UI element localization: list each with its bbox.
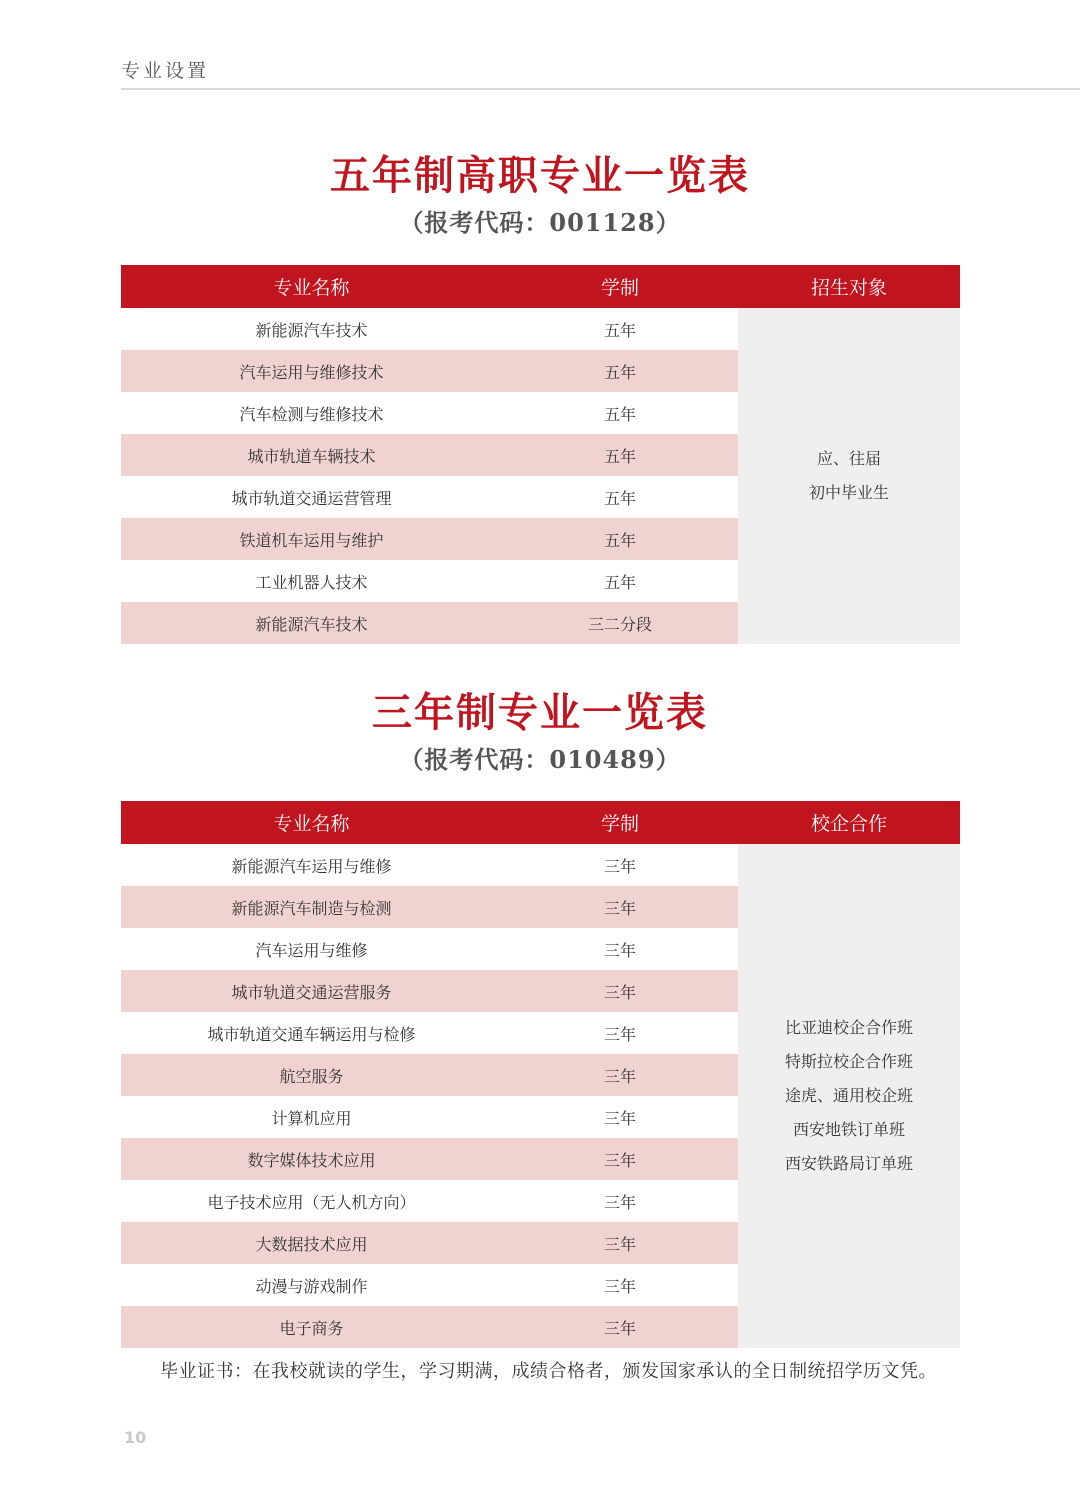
section-label: 专业设置 [121, 60, 210, 82]
duration: 三年 [502, 928, 738, 970]
major-name: 新能源汽车制造与检测 [121, 886, 502, 928]
duration: 三年 [502, 1264, 738, 1306]
duration: 五年 [502, 476, 738, 518]
major-name: 城市轨道交通车辆运用与检修 [121, 1012, 502, 1054]
cooperation-line: 途虎、通用校企班 [784, 1086, 913, 1105]
duration: 五年 [502, 434, 738, 476]
table-header-row [121, 801, 960, 844]
major-name: 新能源汽车技术 [121, 602, 502, 644]
duration: 三年 [502, 1054, 738, 1096]
major-name: 铁道机车运用与维护 [121, 518, 502, 560]
target-line: 初中毕业生 [808, 483, 889, 502]
cooperation-line: 比亚迪校企合作班 [784, 1018, 913, 1037]
table-row [121, 308, 960, 350]
duration: 三年 [502, 1180, 738, 1222]
target-cell [738, 308, 960, 644]
three-year-table [121, 801, 960, 1348]
duration: 五年 [502, 350, 738, 392]
table-header-row [121, 265, 960, 308]
major-name: 大数据技术应用 [121, 1222, 502, 1264]
five-year-code: （报考代码：001128） [399, 208, 681, 237]
duration: 三年 [502, 1012, 738, 1054]
duration: 五年 [502, 560, 738, 602]
column-header-major: 专业名称 [121, 265, 502, 308]
duration: 五年 [502, 308, 738, 350]
target-line: 应、往届 [816, 449, 881, 468]
major-name: 城市轨道交通运营服务 [121, 970, 502, 1012]
column-header-target: 招生对象 [738, 265, 960, 308]
major-name: 动漫与游戏制作 [121, 1264, 502, 1306]
major-name: 航空服务 [121, 1054, 502, 1096]
diploma-footnote: 毕业证书：在我校就读的学生，学习期满，成绩合格者，颁发国家承认的全日制统招学历文凭。 [160, 1361, 937, 1382]
major-name: 新能源汽车技术 [121, 308, 502, 350]
duration: 三年 [502, 1222, 738, 1264]
cooperation-line: 西安铁路局订单班 [784, 1154, 913, 1173]
column-header-duration: 学制 [502, 801, 738, 844]
major-name: 计算机应用 [121, 1096, 502, 1138]
five-year-title: 五年制高职专业一览表 [330, 152, 750, 199]
column-header-cooperation: 校企合作 [738, 801, 960, 844]
cooperation-cell [738, 844, 960, 1348]
major-name: 汽车检测与维修技术 [121, 392, 502, 434]
duration: 三年 [502, 844, 738, 886]
five-year-table [121, 265, 960, 644]
cooperation-line: 特斯拉校企合作班 [784, 1052, 913, 1071]
three-year-code: （报考代码：010489） [399, 745, 681, 774]
major-name: 汽车运用与维修 [121, 928, 502, 970]
duration: 五年 [502, 518, 738, 560]
major-name: 工业机器人技术 [121, 560, 502, 602]
duration: 三二分段 [502, 602, 738, 644]
duration: 三年 [502, 1096, 738, 1138]
duration: 五年 [502, 392, 738, 434]
three-year-title: 三年制专业一览表 [372, 689, 708, 736]
duration: 三年 [502, 1138, 738, 1180]
column-header-major: 专业名称 [121, 801, 502, 844]
major-name: 电子商务 [121, 1306, 502, 1348]
major-name: 新能源汽车运用与维修 [121, 844, 502, 886]
header-divider [121, 88, 1080, 90]
table-row [121, 844, 960, 886]
major-name: 数字媒体技术应用 [121, 1138, 502, 1180]
duration: 三年 [502, 1306, 738, 1348]
column-header-duration: 学制 [502, 265, 738, 308]
duration: 三年 [502, 886, 738, 928]
major-name: 城市轨道车辆技术 [121, 434, 502, 476]
cooperation-line: 西安地铁订单班 [792, 1120, 905, 1139]
major-name: 电子技术应用（无人机方向） [121, 1180, 502, 1222]
page-number: 10 [124, 1428, 147, 1447]
major-name: 城市轨道交通运营管理 [121, 476, 502, 518]
duration: 三年 [502, 970, 738, 1012]
major-name: 汽车运用与维修技术 [121, 350, 502, 392]
